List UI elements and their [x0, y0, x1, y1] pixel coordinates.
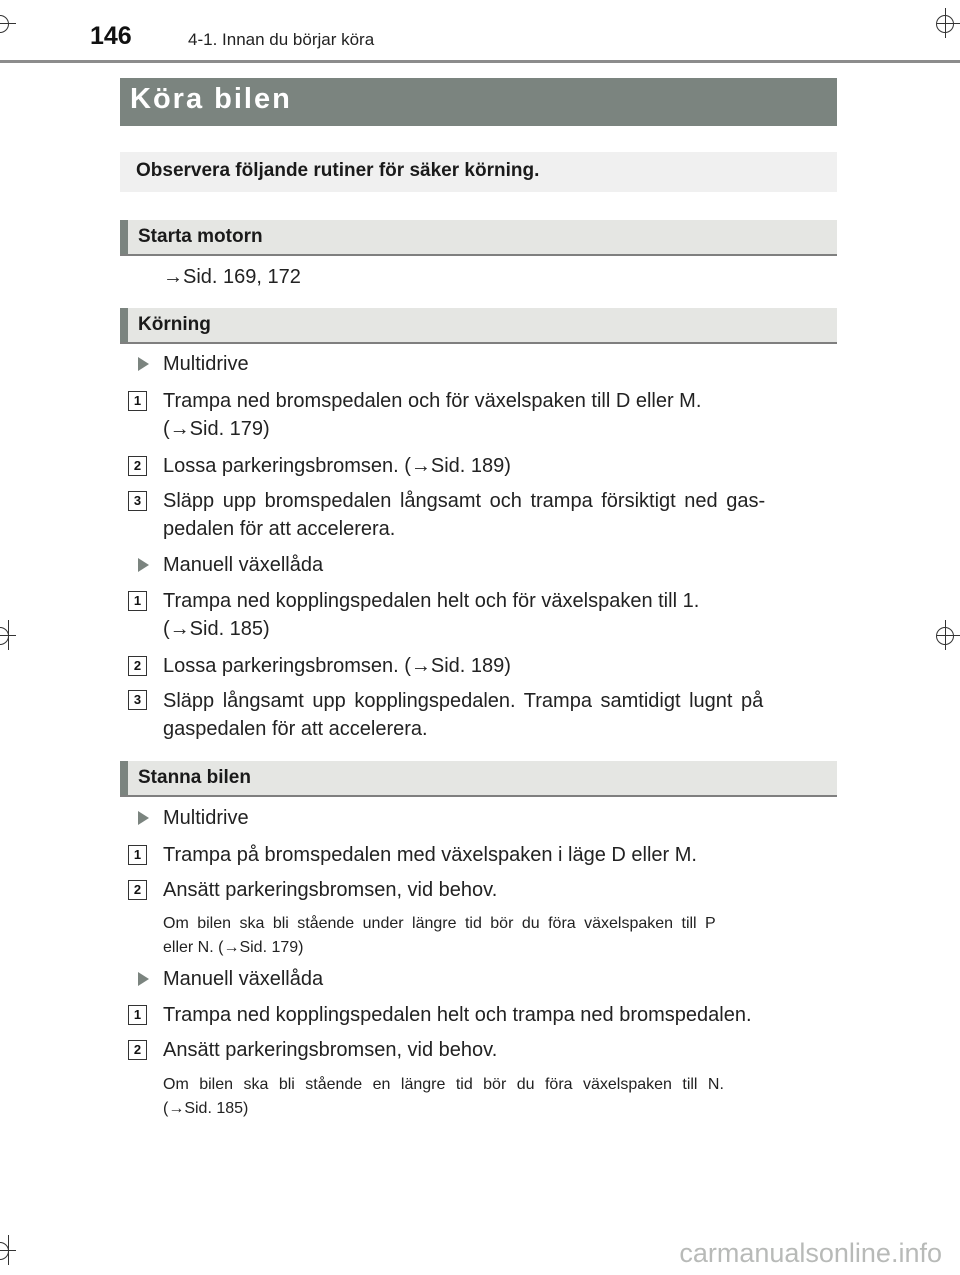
step-text	[163, 487, 831, 543]
note-line: Om bilen ska bli stående en längre tid bör du föra växelspaken till N.	[163, 1076, 724, 1093]
step-number: 3	[128, 690, 147, 710]
crop-mark	[936, 15, 954, 33]
note-line: eller N. (→Sid. 179)	[163, 939, 304, 956]
section-path: 4-1. Innan du börjar köra	[188, 30, 375, 49]
step-number: 2	[128, 656, 147, 676]
note-text	[163, 912, 831, 960]
subheading-korning	[120, 308, 837, 344]
step-line: Släpp upp bromspedalen långsamt och trampa försiktigt ned gas-	[163, 490, 766, 512]
step-line: (→Sid. 185)	[163, 618, 270, 640]
step-number: 2	[128, 456, 147, 476]
step-line: Släpp långsamt upp kopplingspedalen. Trampa samtidigt lugnt på	[163, 690, 764, 712]
intro-text: Observera följande rutiner för säker körning.	[136, 160, 540, 181]
triangle-bullet-icon	[138, 558, 149, 572]
crop-mark	[936, 627, 954, 645]
subheading-label: Stanna bilen	[138, 767, 251, 788]
step-number: 1	[128, 845, 147, 865]
subheading-label: Körning	[138, 314, 211, 335]
step-text: Trampa på bromspedalen med växelspaken i läge D eller M.	[163, 844, 697, 866]
step-text	[163, 587, 831, 643]
note-line: (→Sid. 185)	[163, 1100, 249, 1117]
step-number: 2	[128, 880, 147, 900]
step-text: Ansätt parkeringsbromsen, vid behov.	[163, 879, 498, 901]
triangle-bullet-icon	[138, 357, 149, 371]
page-number: 146	[90, 22, 132, 50]
subheading-starta-motorn	[120, 220, 837, 256]
step-text: Lossa parkeringsbromsen. (→Sid. 189)	[163, 455, 511, 477]
transmission-label: Multidrive	[163, 353, 249, 375]
triangle-bullet-icon	[138, 972, 149, 986]
step-line: pedalen för att accelerera.	[163, 518, 396, 540]
transmission-label: Multidrive	[163, 807, 249, 829]
step-number: 1	[128, 1005, 147, 1025]
step-number: 3	[128, 491, 147, 511]
step-line: Trampa ned kopplingspedalen helt och för växelspaken till 1.	[163, 590, 700, 612]
step-line: (→Sid. 179)	[163, 418, 270, 440]
step-text: Trampa ned kopplingspedalen helt och trampa ned bromspedalen.	[163, 1004, 752, 1026]
subheading-label: Starta motorn	[138, 226, 263, 247]
note-text	[163, 1073, 831, 1121]
step-text: Ansätt parkeringsbromsen, vid behov.	[163, 1039, 498, 1061]
step-text	[163, 687, 831, 743]
step-text	[163, 387, 831, 443]
step-number: 1	[128, 591, 147, 611]
reference-link[interactable]: →Sid. 169, 172	[163, 266, 301, 288]
transmission-label: Manuell växellåda	[163, 968, 324, 990]
header-rule	[0, 60, 960, 63]
step-number: 1	[128, 391, 147, 411]
page-title: Köra bilen	[130, 83, 292, 115]
step-line: gaspedalen för att accelerera.	[163, 718, 428, 740]
transmission-label: Manuell växellåda	[163, 554, 324, 576]
watermark: carmanualsonline.info	[679, 1238, 942, 1268]
note-line: Om bilen ska bli stående under längre tid bör du föra växelspaken till P	[163, 915, 716, 932]
step-number: 2	[128, 1040, 147, 1060]
crop-mark	[0, 15, 9, 33]
subheading-stanna-bilen	[120, 761, 837, 797]
step-text: Lossa parkeringsbromsen. (→Sid. 189)	[163, 655, 511, 677]
triangle-bullet-icon	[138, 811, 149, 825]
step-line: Trampa ned bromspedalen och för växelspaken till D eller M.	[163, 390, 702, 412]
